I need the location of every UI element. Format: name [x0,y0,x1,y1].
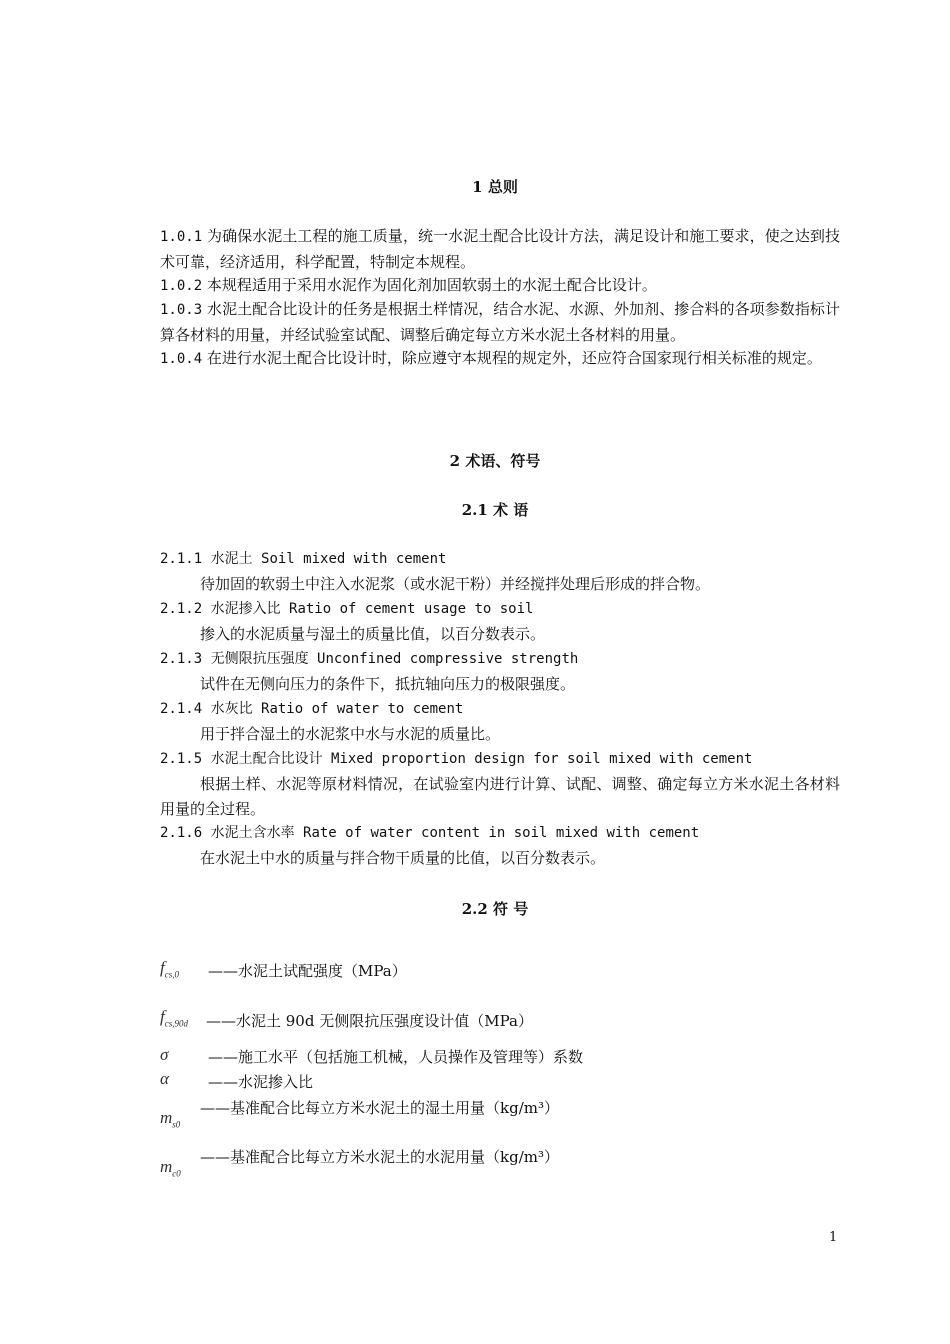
term-name: 水泥土含水率 Rate of water content in soil mixed with cement [202,825,700,841]
symbol-subscript: cs,0 [164,969,179,980]
term-definition: 在水泥土中水的质量与拌合物干质量的比值，以百分数表示。 [200,849,606,867]
term-definition: 根据土样、水泥等原材料情况，在试验室内进行计算、试配、调整、确定每立方米水泥土各材料用量的全过程。 [160,775,840,818]
term-definition: 待加固的软弱土中注入水泥浆（或水泥干粉）并经搅拌处理后形成的拌合物。 [200,575,711,593]
clause-number: 1.0.4 [160,351,203,367]
term-number: 2.1.4 [160,701,203,717]
clause-text: 在进行水泥土配合比设计时，除应遵守本规程的规定外，还应符合国家现行相关标准的规定。 [202,349,822,367]
term-name: 水灰比 Ratio of water to cement [202,701,464,717]
symbol-subscript: s0 [172,1119,181,1130]
term-name: 水泥土配合比设计 Mixed proportion design for soil mixed with cement [202,751,753,767]
symbol-ms0 [160,1108,180,1129]
term-definition: 用于拌合湿土的水泥浆中水与水泥的质量比。 [200,725,501,743]
symbol-description: ——水泥土试配强度（MPa） [208,962,407,980]
clause-text: 水泥土配合比设计的任务是根据土样情况，结合水泥、水源、外加剂、掺合料的各项参数指标计算各材料的用量，并经试验室试配、调整后确定每立方米水泥土各材料的用量。 [160,300,840,344]
page-number: 1 [829,1230,838,1245]
term-2-1-1 [160,548,446,568]
symbol-sigma [160,1045,168,1065]
term-2-1-4 [160,698,463,718]
term-name: 水泥掺入比 Ratio of cement usage to soil [202,601,534,617]
section-2-title: 2 术语、符号 [449,452,541,470]
term-number: 2.1.6 [160,825,203,841]
term-name: 水泥土 Soil mixed with cement [202,551,447,567]
paragraph-1-0-4 [160,346,840,372]
term-number: 2.1.1 [160,551,203,567]
symbol-description: ——施工水平（包括施工机械，人员操作及管理等）系数 [208,1048,584,1066]
symbol-subscript: cs,90d [164,1018,188,1029]
symbol-description: ——水泥掺入比 [208,1073,314,1091]
symbol-fcs90d [160,1007,188,1028]
paragraph-1-0-1 [160,224,840,274]
clause-text: 为确保水泥土工程的施工质量，统一水泥土配合比设计方法，满足设计和施工要求，使之达到技术可靠，经济适用，科学配置，特制定本规程。 [160,227,840,271]
symbol-description: ——基准配合比每立方米水泥土的湿土用量（kg/m³） [200,1099,559,1117]
clause-text: 本规程适用于采用水泥作为固化剂加固软弱土的水泥土配合比设计。 [202,276,657,294]
symbol-base: f [160,1007,165,1026]
clause-number: 1.0.1 [160,229,203,245]
symbol-mc0 [160,1157,181,1178]
symbol-base: m [160,1108,173,1127]
symbol-base: f [160,958,165,977]
term-number: 2.1.5 [160,751,203,767]
paragraph-1-0-3 [160,297,840,347]
subsection-2-2-title: 2.2 符 号 [461,900,529,918]
clause-number: 1.0.2 [160,278,203,294]
term-name: 无侧限抗压强度 Unconfined compressive strength [202,651,579,667]
subsection-2-1-title: 2.1 术 语 [461,501,529,519]
symbol-subscript: c0 [172,1168,181,1179]
term-2-1-2 [160,598,533,618]
paragraph-1-0-2 [160,273,840,299]
symbol-base: σ [160,1045,169,1064]
symbol-fcs0 [160,958,179,979]
symbol-description: ——基准配合比每立方米水泥土的水泥用量（kg/m³） [200,1148,559,1166]
section-1-title: 1 总则 [472,178,518,196]
term-2-1-5 [160,748,752,768]
term-2-1-6 [160,822,699,842]
symbol-description: ——水泥土 90d 无侧限抗压强度设计值（MPa） [206,1012,533,1030]
symbol-alpha [160,1069,169,1089]
term-number: 2.1.2 [160,601,203,617]
term-definition: 掺入的水泥质量与湿土的质量比值，以百分数表示。 [200,625,546,643]
clause-number: 1.0.3 [160,302,203,318]
symbol-base: m [160,1157,173,1176]
term-definition: 试件在无侧向压力的条件下，抵抗轴向压力的极限强度。 [200,675,576,693]
symbol-base: α [160,1069,169,1088]
term-number: 2.1.3 [160,651,203,667]
term-2-1-3 [160,648,578,668]
